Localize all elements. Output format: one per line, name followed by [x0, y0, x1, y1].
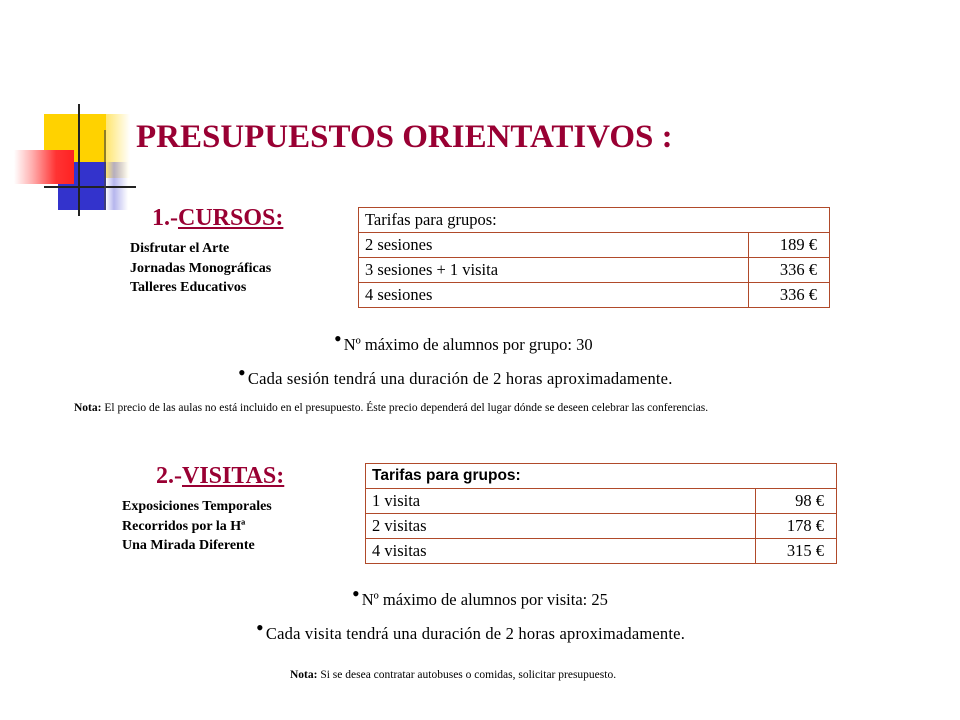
table-row — [359, 283, 830, 308]
logo-red-bar — [14, 150, 74, 184]
bullet-dot-icon: • — [352, 581, 360, 606]
table-cell-label: 4 visitas — [366, 539, 756, 564]
list-item: Una Mirada Diferente — [122, 538, 255, 553]
table-row — [366, 514, 837, 539]
cursos-tarifas-table — [358, 207, 830, 308]
visitas-number: 2.- — [156, 463, 182, 489]
list-item: Disfrutar el Arte — [130, 241, 230, 256]
cursos-note — [74, 402, 708, 414]
list-item: Exposiciones Temporales — [122, 499, 272, 514]
table-cell-label: 3 sesiones + 1 visita — [359, 258, 749, 283]
note-label: Nota: — [74, 402, 102, 414]
visitas-note — [290, 669, 616, 681]
note-text: El precio de las aulas no está incluido en el presupuesto. Éste precio dependerá del lugar dónde se deseen celebrar las conferencias. — [101, 402, 709, 414]
bullet-text: Nº máximo de alumnos por visita: 25 — [361, 590, 608, 609]
table-row — [359, 258, 830, 283]
cursos-bullet — [238, 360, 673, 389]
visitas-bullet — [256, 615, 686, 644]
table-cell-price: 336 € — [749, 283, 830, 308]
table-cell-price: 189 € — [749, 233, 830, 258]
bullet-dot-icon: • — [334, 326, 342, 351]
note-text: Si se desea contratar autobuses o comidas, solicitar presupuesto. — [317, 669, 617, 681]
bullet-dot-icon: • — [238, 360, 246, 385]
visitas-heading-text: VISITAS: — [182, 463, 285, 489]
list-item: Recorridos por la Hª — [122, 518, 246, 534]
logo-horizontal-line — [44, 186, 136, 188]
page-title: PRESUPUESTOS ORIENTATIVOS : — [136, 119, 673, 155]
bullet-text: Nº máximo de alumnos por grupo: 30 — [343, 335, 593, 354]
table-row — [366, 539, 837, 564]
cursos-heading — [152, 205, 283, 232]
table-cell-label: 2 sesiones — [359, 233, 749, 258]
table-cell-price: 178 € — [756, 514, 837, 539]
logo-thin-line — [104, 130, 106, 210]
note-label: Nota: — [290, 669, 318, 681]
table-cell-price: 98 € — [756, 489, 837, 514]
cursos-heading-text: CURSOS: — [178, 205, 284, 231]
cursos-bullet — [334, 326, 593, 355]
bullet-text: Cada sesión tendrá una duración de 2 horas aproximadamente. — [247, 369, 673, 388]
visitas-heading — [156, 463, 284, 490]
cursos-item-list — [130, 239, 271, 298]
table-cell-label: 2 visitas — [366, 514, 756, 539]
table-cell-price: 315 € — [756, 539, 837, 564]
table-cell-label: 4 sesiones — [359, 283, 749, 308]
bullet-dot-icon: • — [256, 615, 264, 640]
visitas-item-list — [122, 497, 272, 556]
logo-vertical-line — [78, 104, 80, 216]
list-item: Talleres Educativos — [130, 280, 247, 295]
table-cell-label: 1 visita — [366, 489, 756, 514]
visitas-bullet — [352, 581, 608, 610]
table-row — [359, 233, 830, 258]
table-cell-price: 336 € — [749, 258, 830, 283]
visitas-tarifas-table — [365, 463, 837, 564]
table-row — [366, 489, 837, 514]
slide-logo-decoration — [0, 0, 140, 230]
list-item: Jornadas Monográficas — [130, 260, 272, 276]
cursos-number: 1.- — [152, 205, 178, 231]
bullet-text: Cada visita tendrá una duración de 2 horas aproximadamente. — [265, 624, 686, 643]
table-header: Tarifas para grupos: — [359, 208, 830, 233]
table-header: Tarifas para grupos: — [366, 464, 837, 489]
